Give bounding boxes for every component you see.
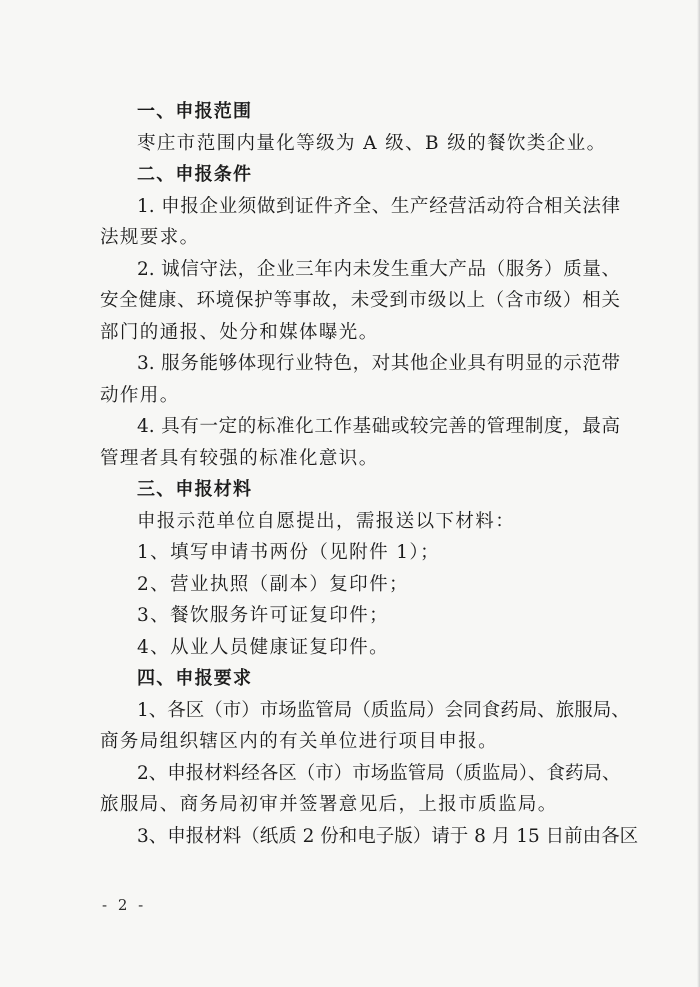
condition-1-line-1: 1. 申报企业须做到证件齐全、生产经营活动符合相关法律	[137, 195, 620, 217]
material-item-4: 4、从业人员健康证复印件。	[137, 636, 389, 658]
section-4-heading: 四、申报要求	[137, 668, 253, 689]
condition-3-line-2: 动作用。	[100, 384, 180, 406]
document-body	[100, 96, 639, 852]
condition-1-line-2: 法规要求。	[100, 227, 200, 248]
requirement-1-line-2: 商务局组织辖区内的有关单位进行项目申报。	[100, 731, 499, 752]
requirement-2-line-2: 旅服局、商务局初审并签署意见后，上报市质监局。	[100, 794, 558, 815]
requirement-2-line-1: 2、申报材料经各区（市）市场监管局（质监局）、食药局、	[137, 762, 621, 784]
section-1-text: 枣庄市范围内量化等级为 A 级、B 级的餐饮类企业。	[137, 132, 607, 154]
material-item-2: 2、营业执照（副本）复印件；	[137, 573, 409, 595]
page-number: - 2 -	[102, 896, 147, 914]
material-item-3: 3、餐饮服务许可证复印件；	[137, 605, 389, 626]
materials-intro: 申报示范单位自愿提出，需报送以下材料：	[137, 510, 516, 532]
material-item-1: 1、填写申请书两份（见附件 1）；	[137, 542, 440, 563]
condition-4-line-2: 管理者具有较强的标准化意识。	[100, 447, 379, 469]
condition-2-line-1: 2. 诚信守法，企业三年内未发生重大产品（服务）质量、	[137, 258, 620, 280]
condition-2-line-2: 安全健康、环境保护等事故，未受到市级以上（含市级）相关	[100, 290, 620, 311]
requirement-3-line-1: 3、申报材料（纸质 2 份和电子版）请于 8 月 15 日前由各区	[137, 825, 639, 847]
condition-3-line-1: 3. 服务能够体现行业特色，对其他企业具有明显的示范带	[137, 353, 620, 374]
condition-2-line-3: 部门的通报、处分和媒体曝光。	[100, 321, 379, 343]
condition-4-line-1: 4. 具有一定的标准化工作基础或较完善的管理制度，最高	[137, 416, 620, 437]
requirement-1-line-1: 1、各区（市）市场监管局（质监局）会同食药局、旅服局、	[137, 699, 630, 721]
section-3-heading: 三、申报材料	[137, 479, 253, 500]
section-2-heading: 二、申报条件	[137, 164, 253, 185]
section-1-heading: 一、申报范围	[137, 101, 253, 122]
